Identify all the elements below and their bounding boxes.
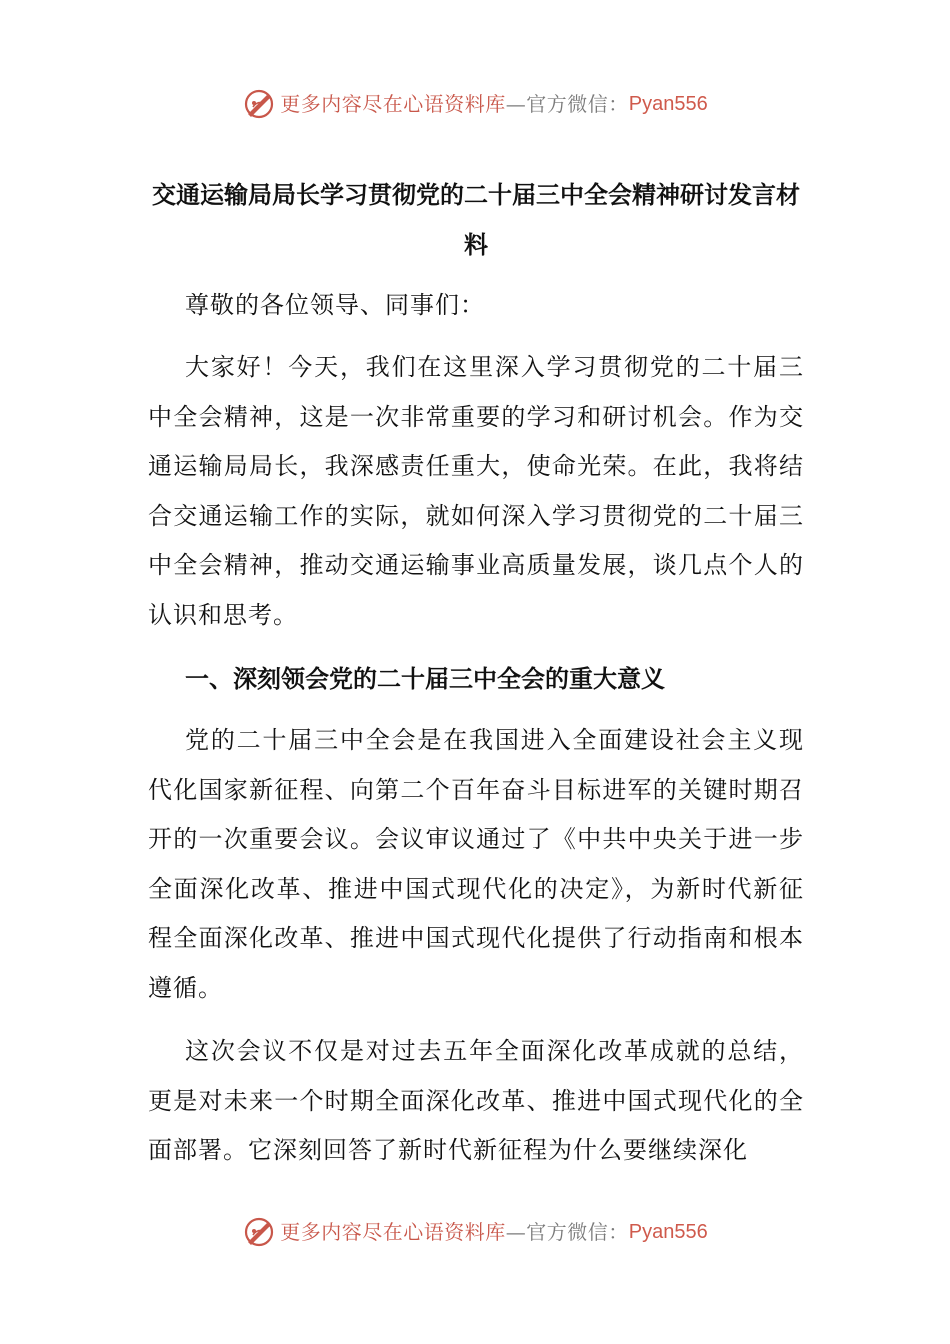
greeting: 尊敬的各位领导、同事们：: [185, 291, 485, 319]
document-title: 交通运输局局长学习贯彻党的二十届三中全会精神研讨发言材料: [152, 180, 800, 259]
watermark-wechat-id: Pyan556: [628, 1221, 708, 1243]
watermark-header: [0, 84, 950, 124]
section-heading-1: 一、深刻领会党的二十届三中全会的重大意义: [185, 664, 665, 693]
paragraph-significance-2: 这次会议不仅是对过去五年全面深化改革成就的总结，更是对未来一个时期全面深化改革、推进中国式现代化的全面部署。它深刻回答了新时代新征程为什么要继续深化: [148, 1037, 804, 1165]
paragraph-significance-1: 党的二十届三中全会是在我国进入全面建设社会主义现代化国家新征程、向第二个百年奋斗目标进军的关键时期召开的一次重要会议。会议审议通过了《中共中央关于进一步全面深化改革、推进中国式现代化的决定》，为新时代新征程全面深化改革、推进中国式现代化提供了行动指南和根本遵循。: [148, 726, 804, 1002]
watermark-text-right: —官方微信：: [505, 1220, 629, 1244]
watermark-text-left: 更多内容尽在心语资料库: [280, 1220, 506, 1244]
watermark-footer: [0, 1212, 950, 1252]
watermark-wechat-id: Pyan556: [628, 93, 708, 115]
watermark-text-right: —官方微信：: [505, 92, 629, 116]
pen-logo-icon: [242, 87, 276, 121]
watermark-text-left: 更多内容尽在心语资料库: [280, 92, 506, 116]
paragraph-intro: 大家好！今天，我们在这里深入学习贯彻党的二十届三中全会精神，这是一次非常重要的学习和研讨机会。作为交通运输局局长，我深感责任重大，使命光荣。在此，我将结合交通运输工作的实际，就如何深入学习贯彻党的二十届三中全会精神，推动交通运输事业高质量发展，谈几点个人的认识和思考。: [148, 353, 804, 629]
pen-logo-icon: [242, 1215, 276, 1249]
